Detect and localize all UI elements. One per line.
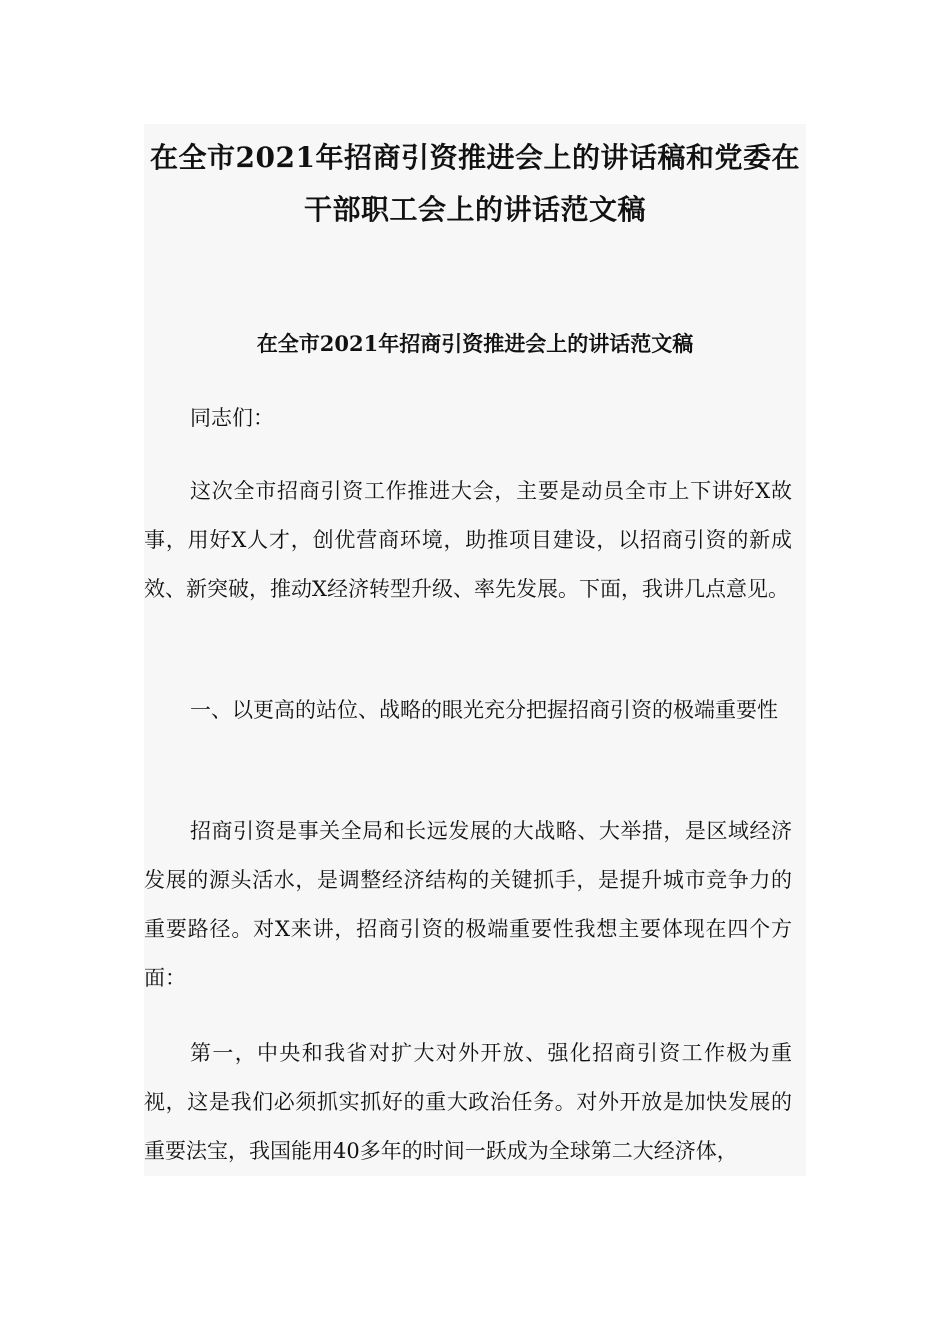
document-title: 在全市2021年招商引资推进会上的讲话稿和党委在干部职工会上的讲话范文稿 bbox=[150, 141, 800, 226]
document-page bbox=[144, 124, 806, 1176]
body-paragraph-1: 招商引资是事关全局和长远发展的大战略、大举措，是区域经济发展的源头活水，是调整经济结构的关键抓手，是提升城市竞争力的重要路径。对X来讲，招商引资的极端重要性我想主要体现在四个方面： bbox=[144, 819, 792, 990]
section-title: 在全市2021年招商引资推进会上的讲话范文稿 bbox=[256, 331, 694, 356]
body-paragraph-2: 第一，中央和我省对扩大对外开放、强化招商引资工作极为重视，这是我们必须抓实抓好的重大政治任务。对外开放是加快发展的重要法宝，我国能用40多年的时间一跃成为全球第二大经济体， bbox=[144, 1041, 792, 1163]
heading-paragraph-1: 一、以更高的站位、战略的眼光充分把握招商引资的极端重要性 bbox=[190, 698, 778, 722]
salutation-paragraph: 同志们： bbox=[190, 406, 274, 430]
intro-paragraph: 这次全市招商引资工作推进大会，主要是动员全市上下讲好X故事，用好X人才，创优营商环境，助推项目建设，以招商引资的新成效、新突破，推动X经济转型升级、率先发展。下面，我讲几点意见。 bbox=[144, 479, 792, 601]
